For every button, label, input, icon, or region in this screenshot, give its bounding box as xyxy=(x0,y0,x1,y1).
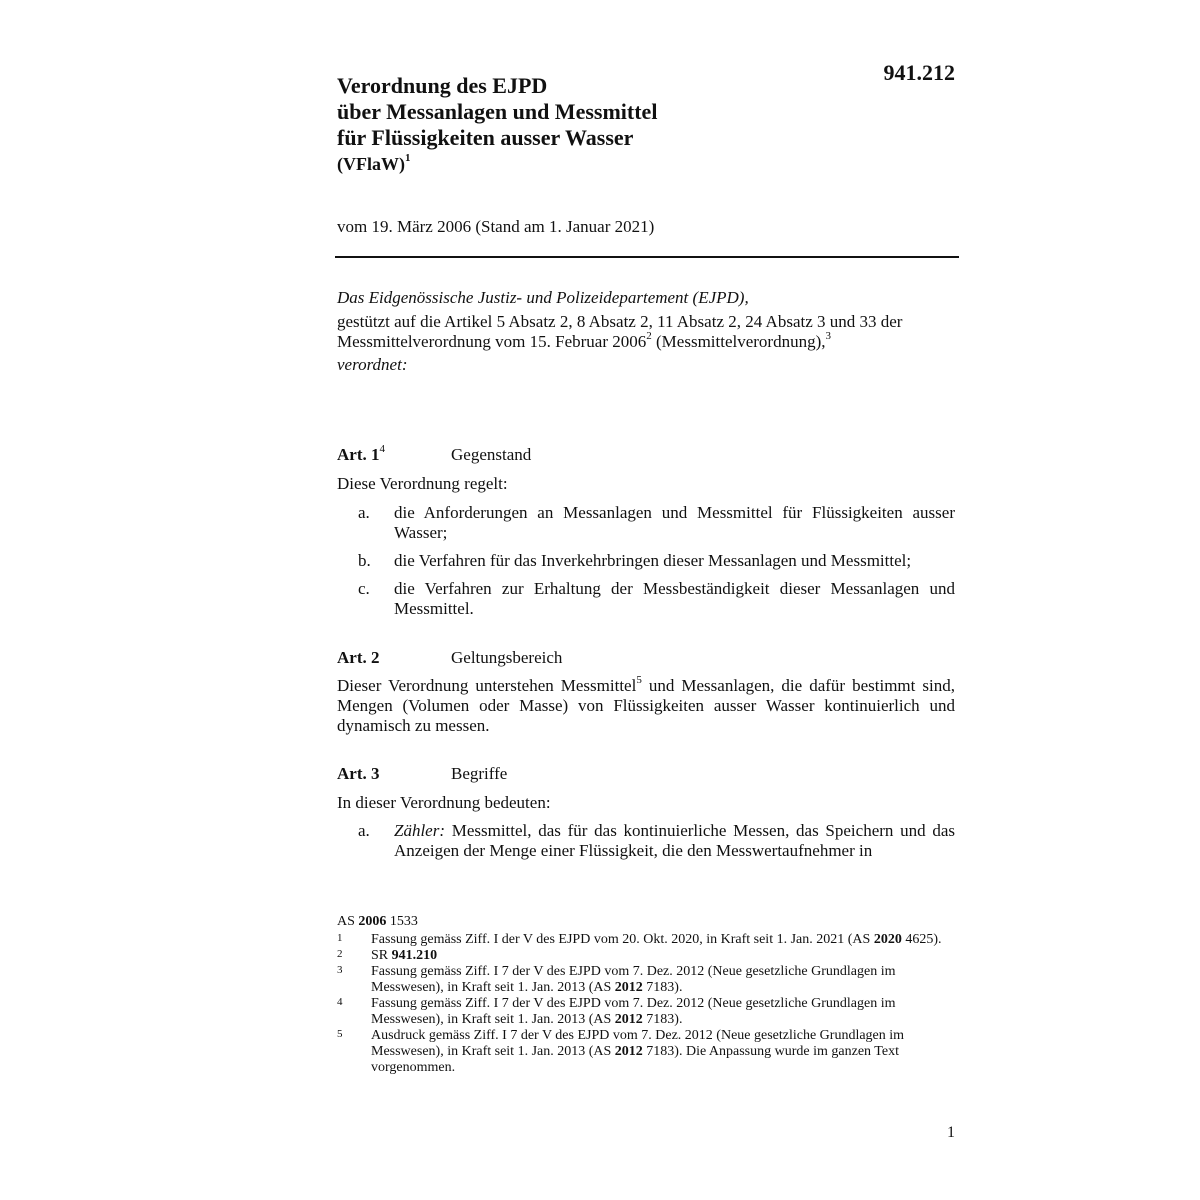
legal-basis xyxy=(337,312,955,352)
footnote-bold-ref: 2012 xyxy=(614,1044,643,1059)
footnote xyxy=(337,1028,957,1076)
article-intro: Diese Verordnung regelt: xyxy=(337,474,508,493)
footnote-bold-ref: 2012 xyxy=(614,980,643,995)
footnote-number: 2 xyxy=(337,948,343,960)
article-body-text: Dieser Verordnung unterstehen Messmittel xyxy=(337,676,637,695)
article-body xyxy=(337,676,955,736)
footnote-text-part: 7183). Die Anpassung wurde im ganzen Text vorgenommen. xyxy=(371,1044,899,1075)
item-letter: a. xyxy=(358,821,370,840)
footnote-list xyxy=(337,932,957,1076)
article-heading xyxy=(337,764,507,784)
as-prefix: AS xyxy=(337,914,359,929)
legal-basis-text: gestützt auf die Artikel 5 Absatz 2, 8 Absatz 2, 11 Absatz 2, 24 Absatz 3 und 33 der Messmittelverordnung vom 15. Februar 2006 xyxy=(337,312,903,351)
article-heading xyxy=(337,445,531,465)
footnote-text-part: Fassung gemäss Ziff. I 7 der V des EJPD vom 7. Dez. 2012 (Neue gesetzliche Grundlagen im Messwesen), in Kraft seit 1. Jan. 2013 (AS xyxy=(371,996,896,1027)
footnote-text xyxy=(371,996,896,1027)
article-subject: Begriffe xyxy=(451,764,508,783)
title-line: Verordnung des EJPD xyxy=(337,73,548,98)
footnote-text-part: Fassung gemäss Ziff. I 7 der V des EJPD vom 7. Dez. 2012 (Neue gesetzliche Grundlagen im Messwesen), in Kraft seit 1. Jan. 2013 (AS xyxy=(371,964,896,995)
footnote xyxy=(337,996,957,1028)
item-text: die Verfahren für das Inverkehrbringen dieser Messanlagen und Messmittel; xyxy=(394,551,912,570)
ordinance-abbreviation xyxy=(337,154,410,175)
footnote-number: 3 xyxy=(337,964,343,976)
item-letter: a. xyxy=(358,503,370,522)
footnote xyxy=(337,948,957,964)
footnote-text-part: 7183). xyxy=(642,1012,683,1027)
article-heading xyxy=(337,648,562,668)
footnote-ref[interactable]: 4 xyxy=(379,443,385,455)
article-number-text: Art. 1 xyxy=(337,445,380,464)
footnote-text xyxy=(371,948,437,963)
as-page: 1533 xyxy=(386,914,418,929)
issuer: Das Eidgenössische Justiz- und Polizeidepartement (EJPD), xyxy=(337,288,749,307)
footnote-ref[interactable]: 3 xyxy=(825,330,832,342)
article-number: Art. 2 xyxy=(337,648,380,667)
legal-basis-text: (Messmittelverordnung), xyxy=(651,332,826,351)
abbreviation-text: (VFlaW) xyxy=(337,154,405,174)
item-letter: c. xyxy=(358,579,370,598)
footnote-text-part: 7183). xyxy=(642,980,683,995)
article-body-text: und Messanlagen, die dafür bestimmt sind, Mengen (Volumen oder Masse) von Flüssigkeiten ausser Wasser kontinuierlich und dynamisch zu messen. xyxy=(337,676,955,735)
header-divider xyxy=(335,256,959,258)
footnote-number: 4 xyxy=(337,996,343,1008)
footnote-text-part: Fassung gemäss Ziff. I der V des EJPD vom 20. Okt. 2020, in Kraft seit 1. Jan. 2021 (AS xyxy=(371,932,874,947)
footnote-text xyxy=(371,1028,904,1075)
sr-number: 941.212 xyxy=(883,60,955,85)
article-intro: In dieser Verordnung bedeuten: xyxy=(337,793,551,812)
footnote-text-part: Ausdruck gemäss Ziff. I 7 der V des EJPD vom 7. Dez. 2012 (Neue gesetzliche Grundlagen im Messwesen), in Kraft seit 1. Jan. 2013 (AS xyxy=(371,1028,905,1059)
footnote-number: 1 xyxy=(337,932,343,944)
footnote-bold-ref: 2012 xyxy=(614,1012,643,1027)
footnote-bold-ref: 2020 xyxy=(873,932,902,947)
item-letter: b. xyxy=(358,551,371,570)
footnote-ref[interactable]: 2 xyxy=(646,330,652,342)
footnote-text xyxy=(371,964,896,995)
enacting-formula: verordnet: xyxy=(337,355,408,374)
footnotes xyxy=(337,914,957,1076)
as-reference xyxy=(337,914,957,930)
footnote-text-part: SR xyxy=(371,948,392,963)
ordinance-title xyxy=(337,73,817,151)
preamble xyxy=(337,288,955,375)
article-number: Art. 3 xyxy=(337,764,380,783)
footnote-ref[interactable]: 1 xyxy=(404,152,411,164)
footnote-number: 5 xyxy=(337,1028,343,1040)
as-year: 2006 xyxy=(358,914,387,929)
defined-term: Zähler: xyxy=(394,821,445,840)
item-text: die Anforderungen an Messanlagen und Messmittel für Flüssigkeiten ausser Wasser; xyxy=(394,503,955,542)
item-text: die Verfahren zur Erhaltung der Messbeständigkeit dieser Messanlagen und Messmittel. xyxy=(394,579,955,618)
title-line: über Messanlagen und Messmittel xyxy=(337,99,658,124)
title-line: für Flüssigkeiten ausser Wasser xyxy=(337,125,634,150)
footnote xyxy=(337,964,957,996)
article-subject: Geltungsbereich xyxy=(451,648,563,667)
footnote xyxy=(337,932,957,948)
definition-text: Messmittel, das für das kontinuierliche Messen, das Speichern und das Anzeigen der Menge einer Flüssigkeit, die den Messwertaufnehmer in xyxy=(394,821,955,860)
footnote-text-part: 4625). xyxy=(901,932,942,947)
footnote-ref[interactable]: 5 xyxy=(636,674,642,686)
footnote-text xyxy=(371,932,941,947)
footnote-bold-ref: 941.210 xyxy=(391,948,438,963)
page-number: 1 xyxy=(947,1124,955,1141)
ordinance-date: vom 19. März 2006 (Stand am 1. Januar 2021) xyxy=(337,217,655,236)
item-text xyxy=(394,821,955,861)
article-subject: Gegenstand xyxy=(451,445,532,464)
article-number xyxy=(337,445,451,465)
